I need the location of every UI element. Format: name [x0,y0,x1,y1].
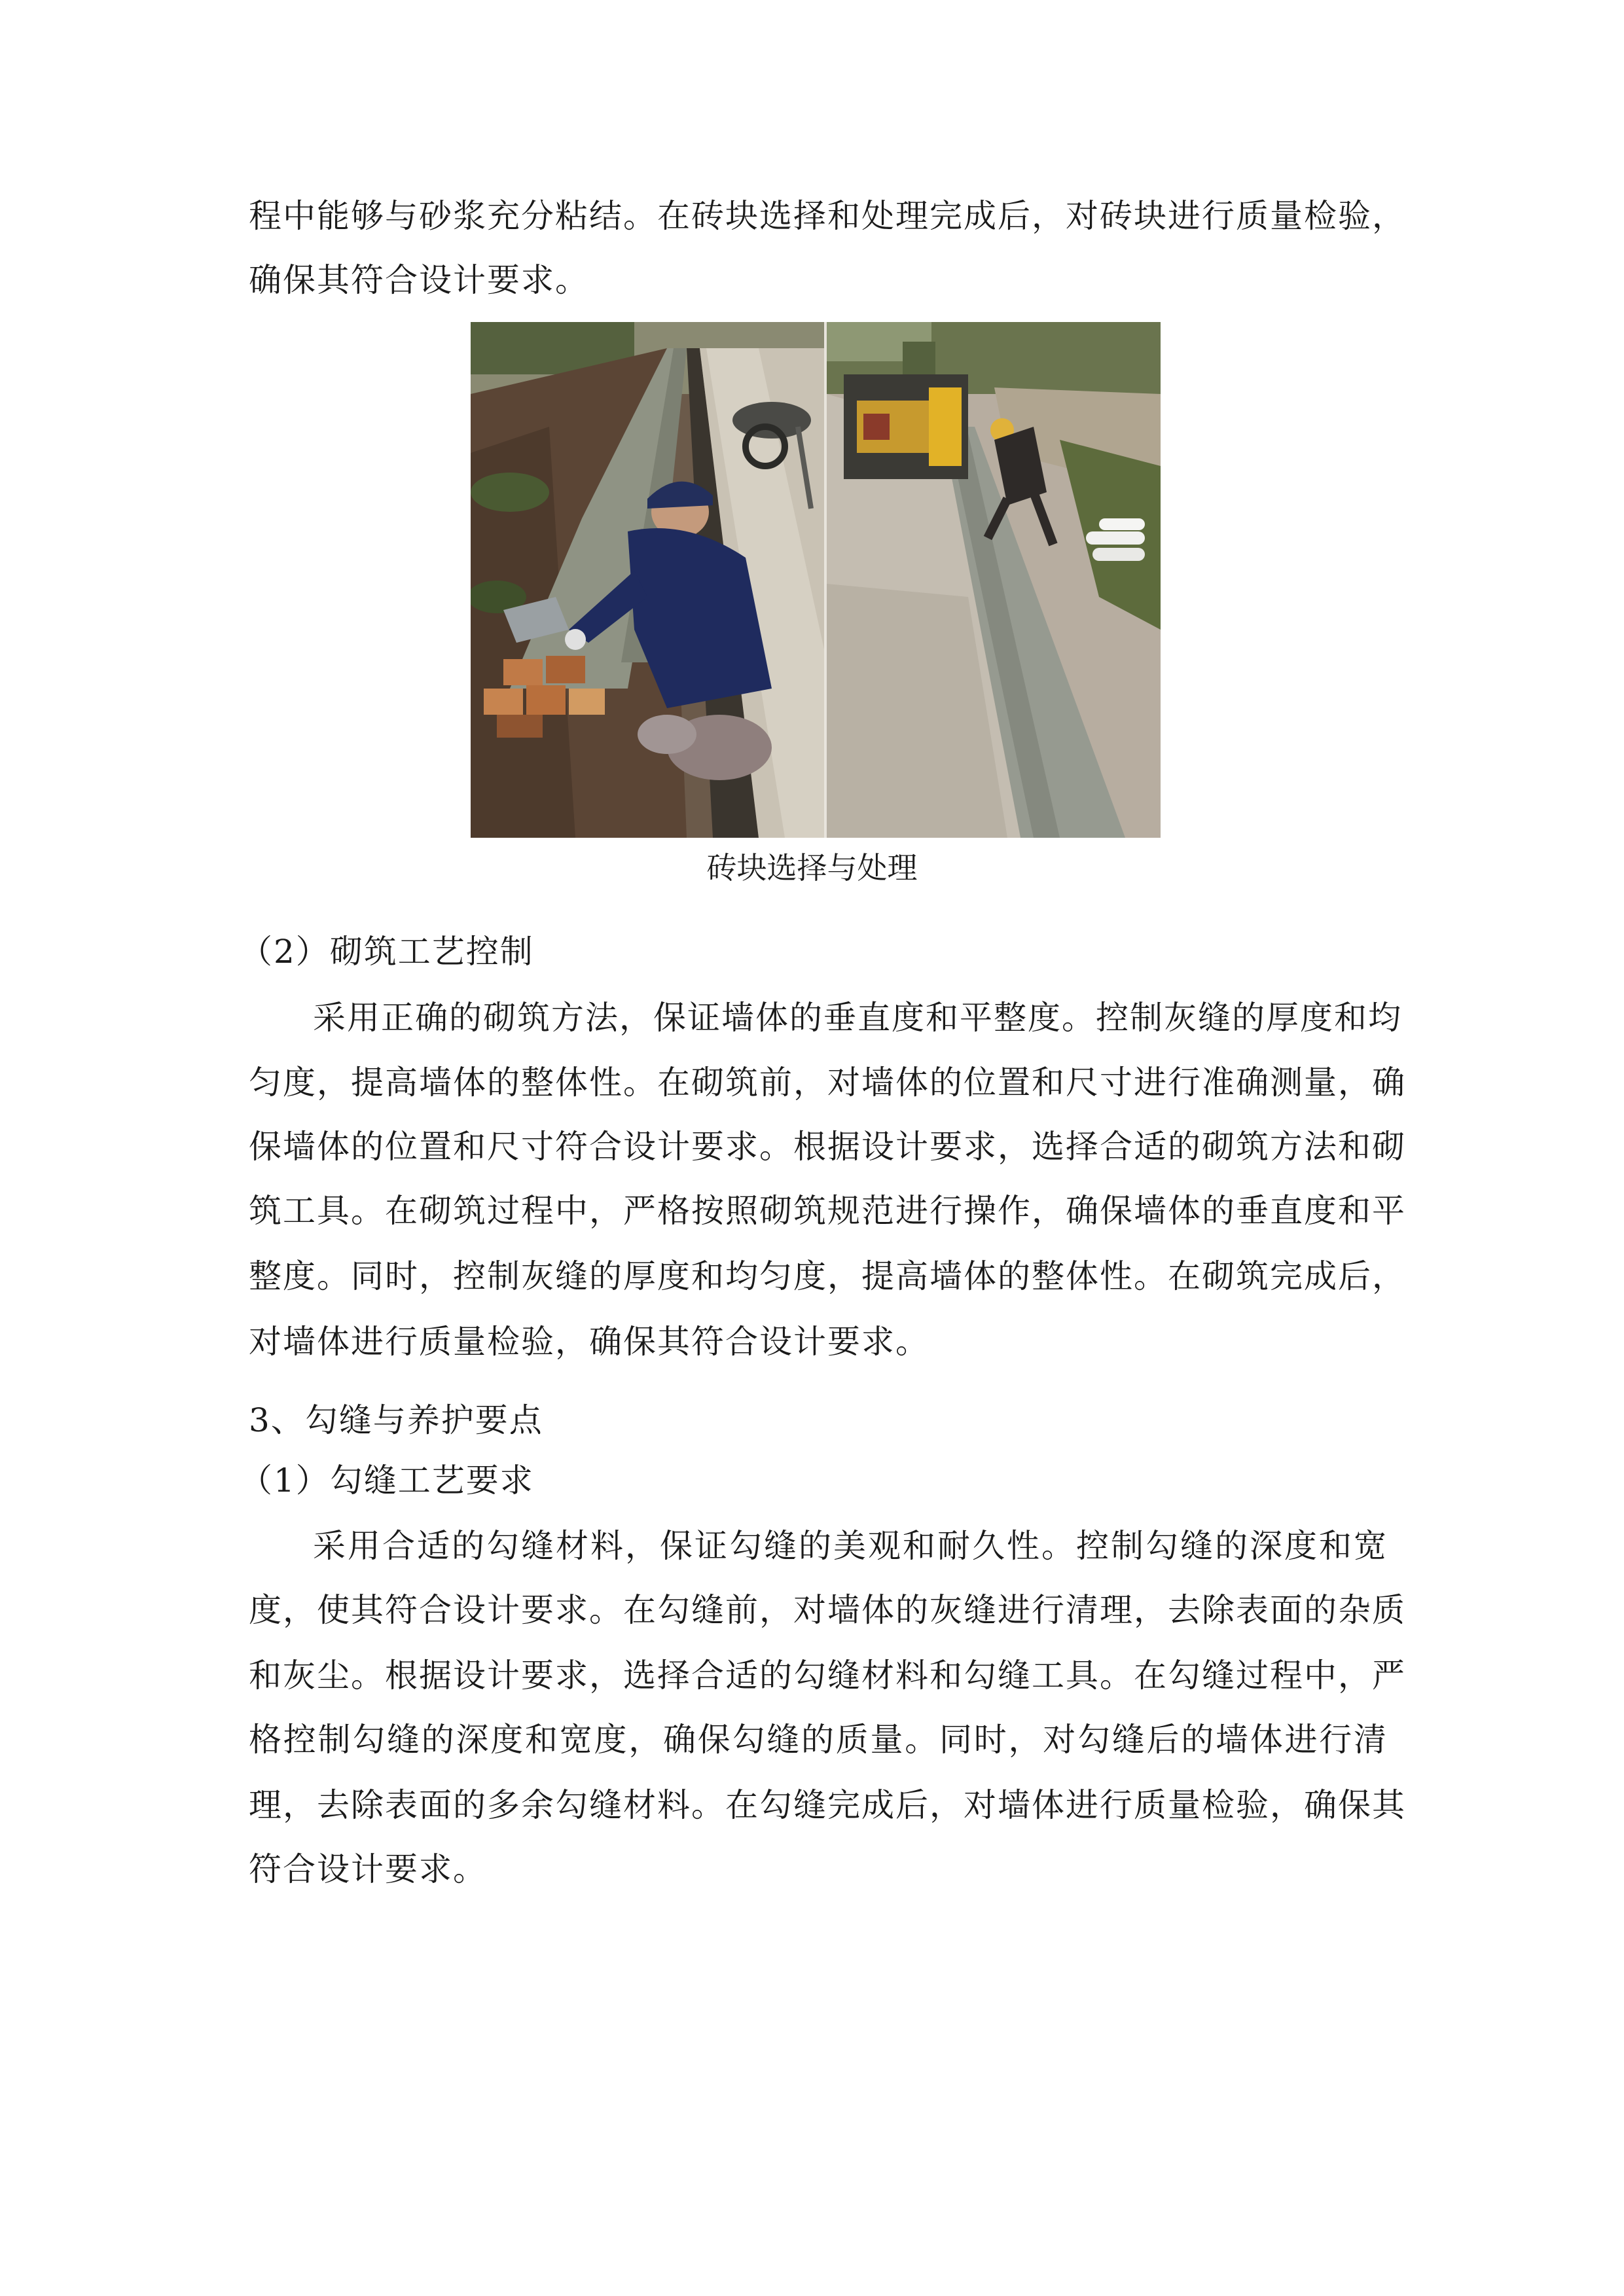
section-2-line-4: 筑工具。在砌筑过程中，严格按照砌筑规范进行操作，确保墙体的垂直度和平 [249,1192,1406,1230]
section-2-line-2: 匀度，提高墙体的整体性。在砌筑前，对墙体的位置和尺寸进行准确测量，确 [249,1064,1406,1102]
section-2-heading: （2）砌筑工艺控制 [240,933,534,971]
section-2-line-1: 采用正确的砌筑方法，保证墙体的垂直度和平整度。控制灰缝的厚度和均 [313,999,1402,1037]
construction-photo [471,322,1161,838]
section-3-1-line-4: 格控制勾缝的深度和宽度，确保勾缝的质量。同时，对勾缝后的墙体进行清 [249,1721,1388,1759]
section-3-1-line-5: 理，去除表面的多余勾缝材料。在勾缝完成后，对墙体进行质量检验，确保其 [249,1786,1406,1824]
intro-line-2: 确保其符合设计要求。 [249,261,589,299]
intro-line-1: 程中能够与砂浆充分粘结。在砖块选择和处理完成后，对砖块进行质量检验， [249,197,1406,235]
section-3-heading: 3、勾缝与养护要点 [249,1401,543,1439]
section-3-1-line-1: 采用合适的勾缝材料，保证勾缝的美观和耐久性。控制勾缝的深度和宽 [313,1527,1388,1565]
section-3-1-line-6: 符合设计要求。 [249,1850,487,1888]
section-2-line-5: 整度。同时，控制灰缝的厚度和均匀度，提高墙体的整体性。在砌筑完成后， [249,1257,1406,1295]
figure-caption: 砖块选择与处理 [706,850,918,886]
section-2-line-3: 保墙体的位置和尺寸符合设计要求。根据设计要求，选择合适的砌筑方法和砌 [249,1128,1406,1166]
section-3-1-heading: （1）勾缝工艺要求 [240,1462,534,1499]
section-2-line-6: 对墙体进行质量检验，确保其符合设计要求。 [249,1323,929,1361]
section-3-1-line-3: 和灰尘。根据设计要求，选择合适的勾缝材料和勾缝工具。在勾缝过程中，严 [249,1657,1406,1695]
section-3-1-line-2: 度，使其符合设计要求。在勾缝前，对墙体的灰缝进行清理，去除表面的杂质 [249,1591,1406,1629]
